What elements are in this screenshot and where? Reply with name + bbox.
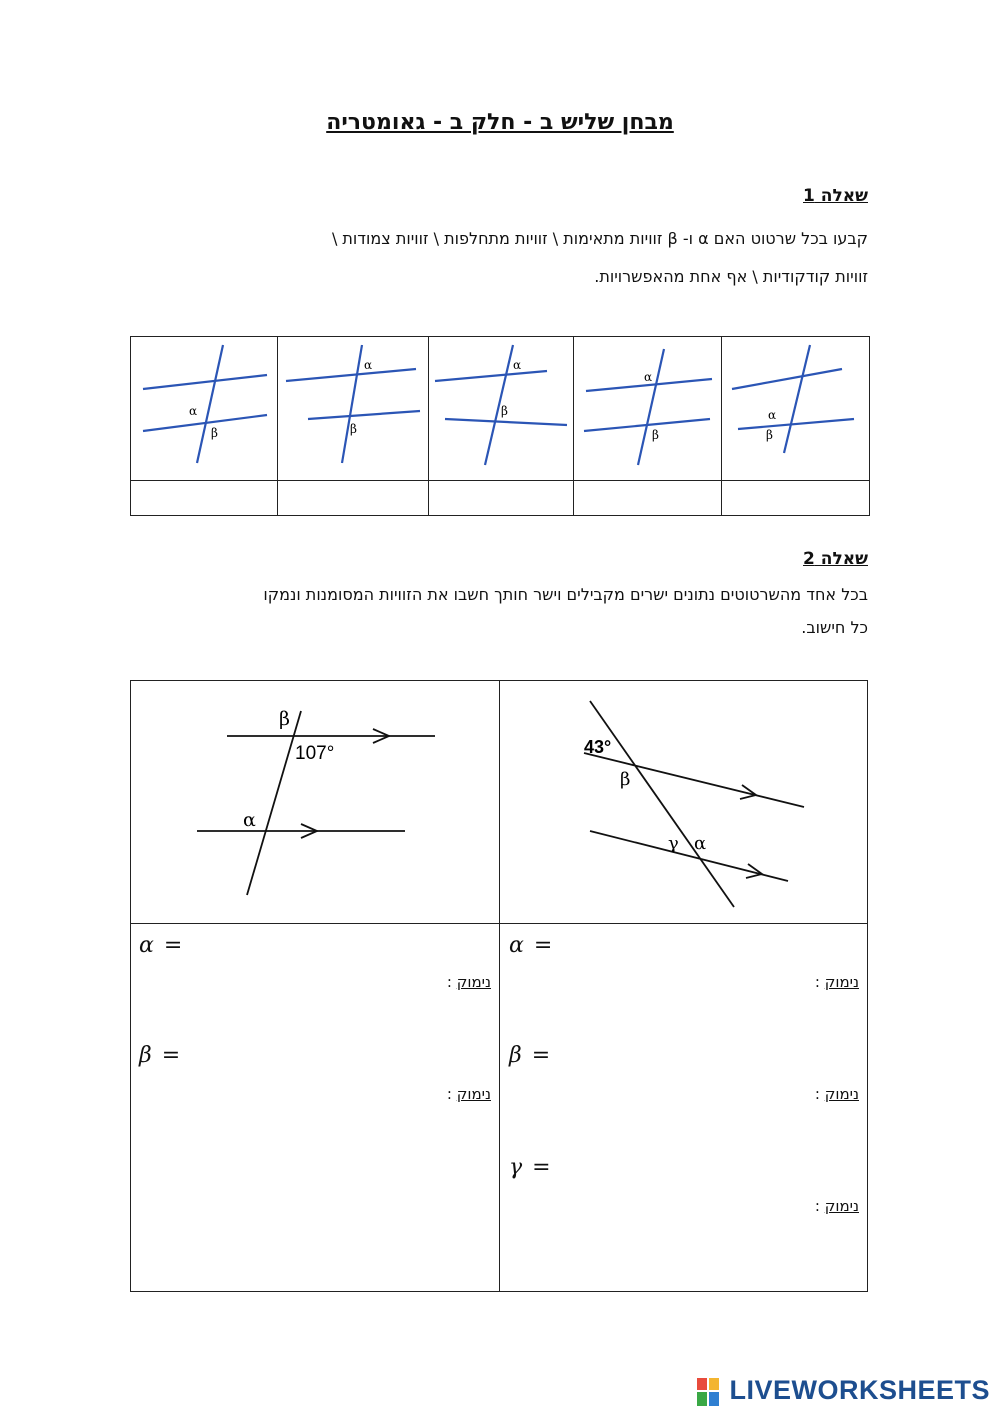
- q2-right-diagram: [500, 681, 867, 923]
- q2-table: [130, 680, 868, 1292]
- q1-figure-b: [278, 337, 428, 480]
- right-beta-reason[interactable]: נימוק :: [814, 1085, 859, 1103]
- liveworksheets-brand[interactable]: LIVEWORKSHEETS: [729, 1375, 990, 1405]
- q1-answer-cell[interactable]: [574, 481, 722, 516]
- q1-figure-cell: [722, 337, 870, 481]
- q2-right-figure: [500, 681, 868, 923]
- given-angle: 107°: [295, 743, 335, 764]
- equals-sign: =: [161, 1043, 181, 1068]
- q1-answer-cell[interactable]: [429, 481, 574, 516]
- given-angle: 43°: [584, 737, 612, 757]
- left-alpha-equation: [139, 933, 182, 958]
- label-beta: β: [350, 422, 357, 436]
- q2-line-2: כל חישוב.: [801, 618, 868, 637]
- q1-answer-cell[interactable]: [722, 481, 870, 516]
- label-alpha: α: [694, 833, 707, 854]
- reason-label: נימוק: [824, 973, 859, 991]
- label-beta: β: [620, 769, 631, 790]
- q1-figure-cell: [429, 337, 574, 481]
- q2-instructions: [128, 578, 868, 644]
- label-alpha: α: [644, 370, 653, 384]
- right-gamma-reason[interactable]: נימוק :: [814, 1197, 859, 1215]
- q2-heading: שאלה 2: [803, 549, 868, 569]
- right-alpha-reason[interactable]: נימוק :: [814, 973, 859, 991]
- label-beta: β: [211, 426, 218, 440]
- q1-figure-cell: [574, 337, 722, 481]
- left-beta-equation: [139, 1043, 180, 1068]
- q1-figure-d: [574, 337, 721, 480]
- equals-sign: =: [163, 933, 183, 958]
- label-beta: β: [652, 428, 659, 442]
- q1-figure-e: [722, 337, 869, 480]
- left-beta-reason[interactable]: נימוק :: [446, 1085, 491, 1103]
- q1-line-1: קבעו בכל שרטוט האם α ו- β זוויות מתאימות \ זוויות מתחלפות \ זוויות צמודות \: [331, 229, 868, 248]
- q1-line-2: זוויות קודקודיות \ אף אחת מהאפשרויות.: [594, 267, 868, 286]
- label-beta: β: [766, 428, 773, 442]
- q1-figure-cell: [278, 337, 429, 481]
- var-beta: β: [509, 1043, 522, 1068]
- label-beta: β: [501, 404, 508, 418]
- label-alpha: α: [243, 809, 256, 831]
- q1-figure-c: [429, 337, 573, 480]
- label-alpha: α: [513, 358, 522, 372]
- equals-sign: =: [531, 1043, 551, 1068]
- label-alpha: α: [364, 358, 373, 372]
- q1-figure-a: [131, 337, 277, 480]
- var-gamma: γ: [509, 1155, 523, 1180]
- q2-left-diagram: [131, 681, 499, 923]
- liveworksheets-logo-icon: [697, 1378, 719, 1406]
- reason-label: נימוק: [824, 1085, 859, 1103]
- equals-sign: =: [533, 933, 553, 958]
- q1-instructions: [128, 220, 868, 296]
- var-alpha: α: [509, 933, 524, 958]
- left-alpha-reason[interactable]: נימוק :: [446, 973, 491, 991]
- q1-table: [130, 336, 870, 516]
- reason-label: נימוק: [824, 1197, 859, 1215]
- q1-answer-cell[interactable]: [278, 481, 429, 516]
- label-beta: β: [279, 708, 290, 730]
- var-beta: β: [139, 1043, 152, 1068]
- label-gamma: γ: [668, 833, 679, 854]
- page-title: מבחן שליש ב - חלק ב - גאומטריה: [326, 110, 674, 135]
- q2-line-1: בכל אחד מהשרטוטים נתונים ישרים מקבילים וישר חותך חשבו את הזוויות המסומנות ונמקו: [263, 585, 868, 604]
- row-divider: [131, 923, 867, 924]
- q1-answer-cell[interactable]: [131, 481, 278, 516]
- right-beta-equation: [509, 1043, 550, 1068]
- var-alpha: α: [139, 933, 154, 958]
- equals-sign: =: [532, 1155, 551, 1180]
- right-gamma-equation: [509, 1155, 551, 1180]
- q2-left-figure: [131, 681, 499, 923]
- label-alpha: α: [189, 404, 198, 418]
- q1-figure-cell: [131, 337, 278, 481]
- q1-heading: שאלה 1: [803, 186, 868, 206]
- label-alpha: α: [768, 408, 777, 422]
- reason-label: נימוק: [456, 973, 491, 991]
- reason-label: נימוק: [456, 1085, 491, 1103]
- right-alpha-equation: [509, 933, 552, 958]
